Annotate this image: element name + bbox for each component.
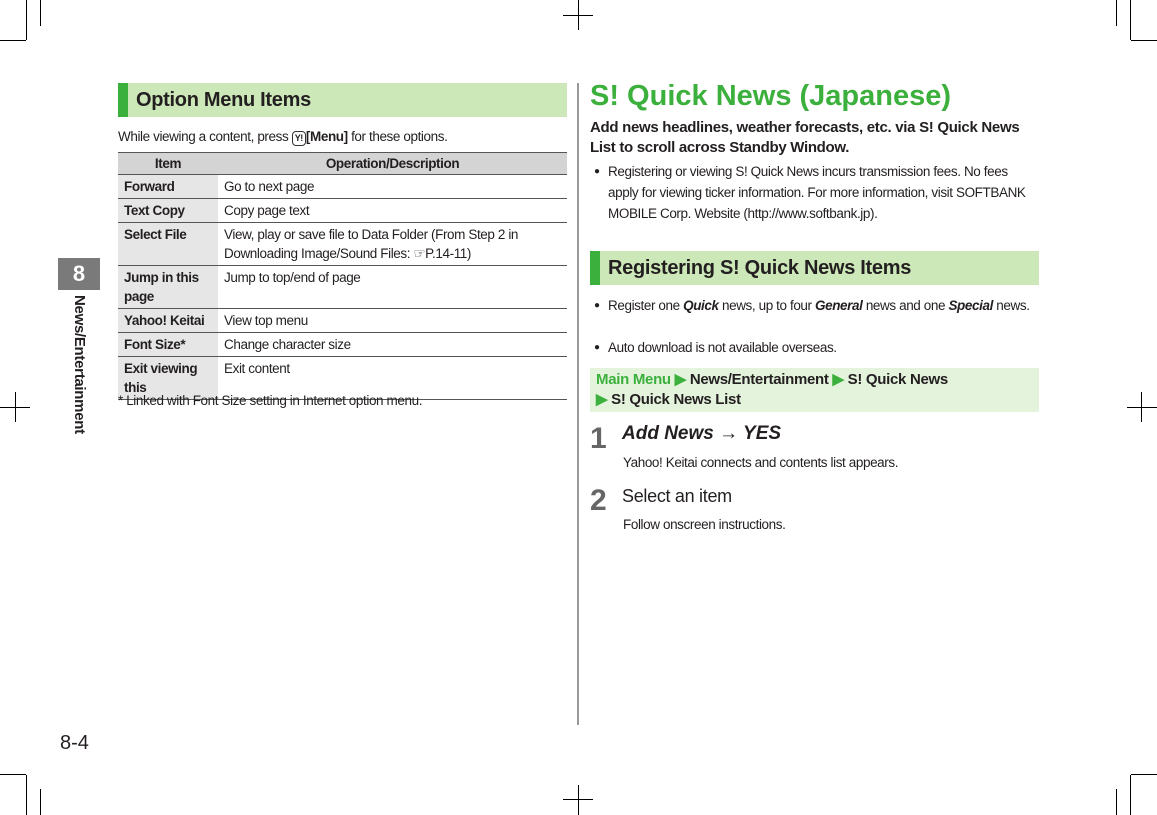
intro-after: for these options. — [347, 129, 448, 144]
crop-mark — [1130, 0, 1131, 40]
page-number: 8-4 — [60, 732, 89, 754]
bullet-overseas: ● Auto download is not available overseas. — [594, 337, 1038, 358]
section-title-registering: Registering S! Quick News Items — [590, 251, 1039, 285]
item: Exit viewing this — [118, 357, 218, 400]
header-description: Operation/Description — [218, 153, 567, 175]
crop-mark — [40, 789, 41, 815]
subtitle: Add news headlines, weather forecasts, etc. via S! Quick News List to scroll across Standby Window. — [590, 119, 1020, 156]
crop-mark — [26, 775, 27, 815]
crop-mark — [1131, 774, 1157, 775]
step-number: 2 — [590, 484, 607, 517]
arrow-icon: ▶ — [674, 371, 686, 388]
item: Text Copy — [118, 199, 218, 223]
crop-mark — [15, 392, 16, 422]
table-row — [118, 266, 567, 309]
desc: Copy page text — [218, 199, 567, 223]
intro-before: While viewing a content, press — [118, 129, 292, 144]
item: Select File — [118, 223, 218, 266]
menu-key-label: [Menu] — [305, 129, 348, 144]
bullet-register: ● Register one Quick news, up to four General news and one Special news. — [594, 295, 1038, 316]
crop-mark — [40, 0, 41, 26]
crop-mark — [578, 785, 579, 815]
yahoo-key-icon: Y! — [292, 131, 306, 146]
crop-mark — [1127, 407, 1157, 408]
crop-mark — [1141, 392, 1142, 422]
crop-mark — [563, 799, 593, 800]
desc: Jump to top/end of page — [218, 266, 567, 309]
step-description: Follow onscreen instructions. — [623, 517, 786, 532]
table-row — [118, 309, 567, 333]
desc: View top menu — [218, 309, 567, 333]
column-divider — [577, 83, 579, 725]
path-quick-news-list: S! Quick News List — [611, 391, 741, 408]
crop-mark — [1116, 0, 1117, 26]
item: Forward — [118, 175, 218, 199]
chapter-title: News/Entertainment — [71, 295, 88, 434]
crop-mark — [1131, 40, 1157, 41]
desc: Exit content — [218, 357, 567, 400]
header-item: Item — [118, 153, 218, 175]
step-description: Yahoo! Keitai connects and contents list appears. — [623, 455, 899, 470]
footnote: * Linked with Font Size setting in Internet option menu. — [118, 393, 423, 408]
chapter-tab: 8 — [58, 258, 100, 290]
step-number: 1 — [590, 422, 607, 455]
crop-mark — [1130, 775, 1131, 815]
desc: Go to next page — [218, 175, 567, 199]
bullet-fees: ● Registering or viewing S! Quick News incurs transmission fees. No fees apply for viewing ticker information. For more information, visit SOFTBANK MOBILE Corp. Website (http://www.softbank.jp). — [594, 161, 1038, 224]
section-title-option-menu: Option Menu Items — [118, 83, 567, 117]
crop-mark — [563, 15, 593, 16]
option-table — [118, 152, 567, 400]
page-title: S! Quick News (Japanese) — [590, 80, 952, 112]
menu-path — [590, 368, 1039, 412]
crop-mark — [1116, 789, 1117, 815]
arrow-icon: ▶ — [832, 371, 844, 388]
desc: View, play or save file to Data Folder (From Step 2 in Downloading Image/Sound Files: ☞P.14-11) — [218, 223, 567, 266]
path-quick-news: S! Quick News — [847, 371, 948, 388]
item: Font Size* — [118, 333, 218, 357]
step-title: Select an item — [622, 486, 732, 506]
table-row — [118, 175, 567, 199]
path-news: News/Entertainment — [689, 371, 829, 388]
path-main-menu: Main Menu — [596, 371, 671, 388]
table-row — [118, 223, 567, 266]
crop-mark — [26, 0, 27, 40]
arrow-icon: ▶ — [596, 391, 608, 408]
item: Jump in this page — [118, 266, 218, 309]
intro-text — [118, 127, 447, 147]
crop-mark — [0, 40, 26, 41]
table-row — [118, 333, 567, 357]
crop-mark — [0, 774, 26, 775]
step-title: Add News → YES — [622, 423, 782, 444]
desc: Change character size — [218, 333, 567, 357]
table-row — [118, 199, 567, 223]
item: Yahoo! Keitai — [118, 309, 218, 333]
